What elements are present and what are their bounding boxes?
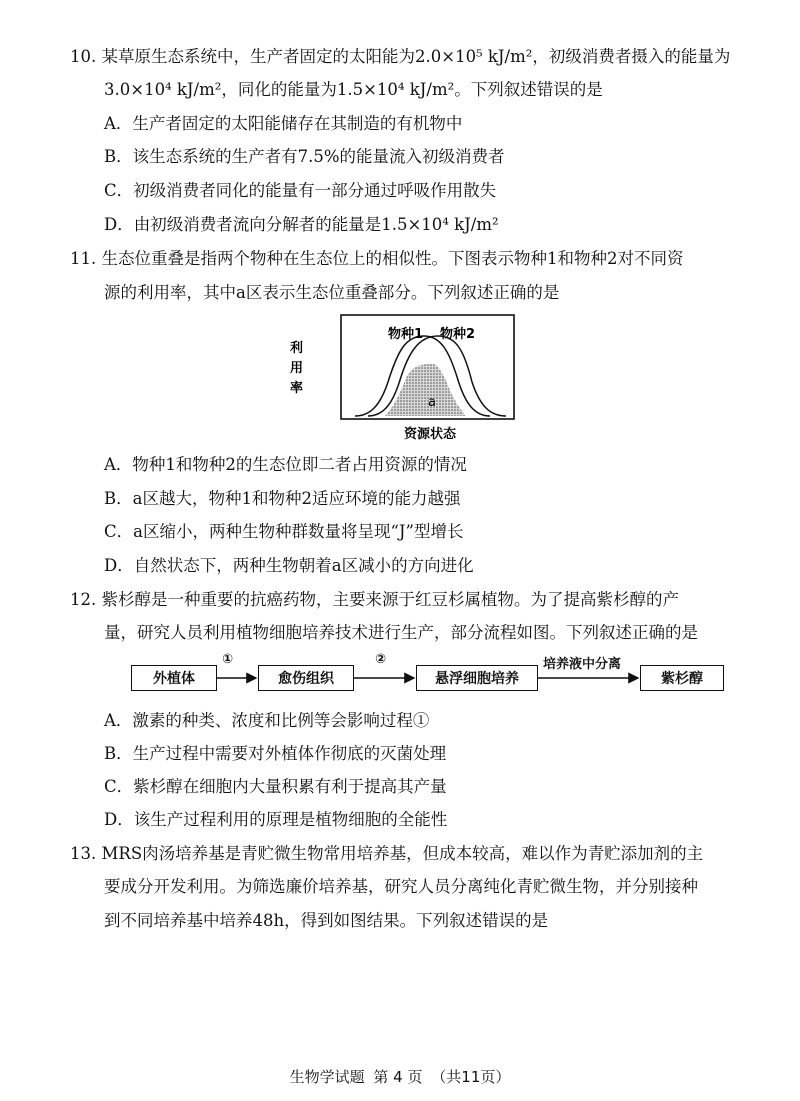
q12-option-b: B．生产过程中需要对外植体作彻底的灭菌处理 — [104, 744, 447, 763]
flow-box-callus: 愈伤组织 — [258, 665, 354, 691]
q10-option-d: D．由初级消费者流向分解者的能量是1.5×10⁴ kJ/m² — [104, 215, 499, 234]
q10-stem-line2: 3.0×10⁴ kJ/m²，同化的能量为1.5×10⁴ kJ/m²。下列叙述错误的是 — [104, 80, 603, 99]
q11-option-b: B．a区越大，物种1和物种2适应环境的能力越强 — [104, 489, 461, 508]
flow-box-taxol: 紫杉醇 — [640, 665, 724, 691]
flow-step3-label: 培养液中分离 — [543, 657, 622, 672]
q10-stem-text-1: 某草原生态系统中，生产者固定的太阳能为2.0×10⁵ kJ/m²，初级消费者摄入的能量为 — [101, 47, 731, 66]
q12-option-d: D．该生产过程利用的原理是植物细胞的全能性 — [104, 810, 448, 829]
flow-box-suspension-culture: 悬浮细胞培养 — [416, 665, 538, 691]
flow-box-explant: 外植体 — [131, 665, 217, 691]
species1-label: 物种1 — [388, 327, 424, 342]
footer-page-number: 第 4 页 — [373, 1068, 423, 1086]
q13-number: 13. — [70, 844, 97, 863]
ylabel-char-2: 用 — [290, 361, 304, 376]
q10-option-a: A．生产者固定的太阳能储存在其制造的有机物中 — [104, 114, 463, 133]
ylabel-char-1: 利 — [290, 341, 304, 356]
footer-total-pages: （共11页） — [431, 1068, 511, 1086]
region-a-label: a — [428, 395, 436, 410]
page-footer — [0, 1066, 800, 1087]
q11-option-d: D．自然状态下，两种生物朝着a区减小的方向进化 — [104, 556, 474, 575]
q10-option-c: C．初级消费者同化的能量有一部分通过呼吸作用散失 — [104, 181, 497, 200]
q13-stem-line2: 要成分开发利用。为筛选廉价培养基，研究人员分离纯化青贮微生物，并分别接种 — [104, 877, 698, 896]
q13-stem-line3: 到不同培养基中培养48h，得到如图结果。下列叙述错误的是 — [104, 911, 549, 930]
q13-stem-line1 — [70, 843, 703, 865]
q12-stem-line2: 量，研究人员利用植物细胞培养技术进行生产，部分流程如图。下列叙述正确的是 — [104, 623, 698, 642]
ylabel-char-3: 率 — [290, 381, 304, 396]
q11-number: 11. — [70, 249, 97, 268]
q11-stem-line2: 源的利用率，其中a区表示生态位重叠部分。下列叙述正确的是 — [104, 283, 560, 302]
xlabel: 资源状态 — [404, 427, 457, 442]
q12-number: 12. — [70, 590, 97, 609]
q11-option-c: C．a区缩小，两种生物种群数量将呈现“J”型增长 — [104, 522, 464, 541]
q11-option-a: A．物种1和物种2的生态位即二者占用资源的情况 — [104, 455, 467, 474]
q11-stem-text-1: 生态位重叠是指两个物种在生态位上的相似性。下图表示物种1和物种2对不同资 — [101, 249, 684, 268]
flow-step1-label: ① — [222, 652, 234, 667]
q12-option-c: C．紫杉醇在细胞内大量积累有利于提高其产量 — [104, 777, 447, 796]
q12-stem-text-1: 紫杉醇是一种重要的抗癌药物，主要来源于红豆杉属植物。为了提高紫杉醇的产 — [101, 590, 679, 609]
q10-number: 10. — [70, 47, 97, 66]
flow-step2-label: ② — [375, 652, 387, 667]
q10-option-b: B．该生态系统的生产者有7.5%的能量流入初级消费者 — [104, 147, 505, 166]
footer-subject: 生物学试题 — [289, 1068, 365, 1086]
q12-option-a: A．激素的种类、浓度和比例等会影响过程① — [104, 711, 430, 730]
q13-stem-text-1: MRS肉汤培养基是青贮微生物常用培养基，但成本较高，难以作为青贮添加剂的主 — [101, 844, 704, 863]
species2-label: 物种2 — [440, 327, 476, 342]
